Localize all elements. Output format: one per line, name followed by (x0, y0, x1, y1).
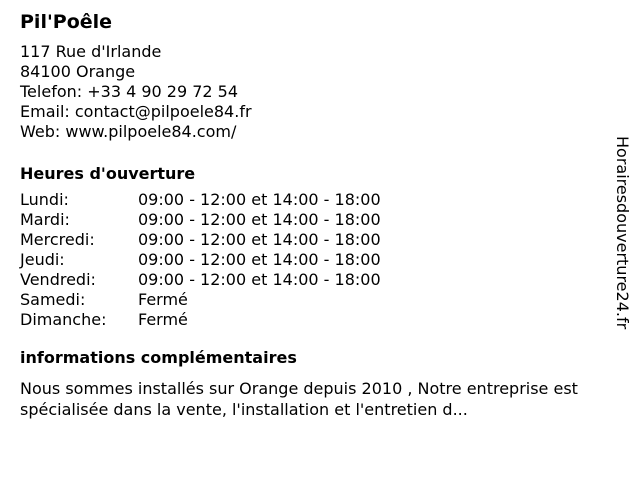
opening-hours-title: Heures d'ouverture (20, 164, 196, 183)
hours-day: Samedi: (20, 290, 86, 309)
hours-time: 09:00 - 12:00 et 14:00 - 18:00 (138, 270, 381, 289)
business-name: Pil'Poêle (20, 11, 113, 33)
hours-time: Fermé (138, 290, 188, 309)
hours-day: Jeudi: (20, 250, 65, 269)
opening-hours-table (20, 190, 381, 330)
hours-time: 09:00 - 12:00 et 14:00 - 18:00 (138, 230, 381, 249)
hours-time: Fermé (138, 310, 188, 329)
hours-row (20, 230, 381, 250)
phone-line: Telefon: +33 4 90 29 72 54 (20, 82, 239, 101)
hours-day: Lundi: (20, 190, 69, 209)
additional-info-section (20, 348, 610, 420)
hours-day: Mardi: (20, 210, 70, 229)
hours-time: 09:00 - 12:00 et 14:00 - 18:00 (138, 210, 381, 229)
address-street: 117 Rue d'Irlande (20, 42, 162, 61)
hours-row (20, 250, 381, 270)
web-line[interactable]: Web: www.pilpoele84.com/ (20, 122, 237, 141)
hours-row (20, 210, 381, 230)
address-city: 84100 Orange (20, 62, 136, 81)
hours-row (20, 310, 381, 330)
hours-day: Mercredi: (20, 230, 95, 249)
hours-row (20, 190, 381, 210)
hours-day: Dimanche: (20, 310, 107, 329)
additional-info-text: Nous sommes installés sur Orange depuis 2010 , Notre entreprise est spécialisée dans la vente, l'installation et l'entretien d... (20, 379, 578, 419)
hours-row (20, 290, 381, 310)
hours-time: 09:00 - 12:00 et 14:00 - 18:00 (138, 190, 381, 209)
hours-row (20, 270, 381, 290)
hours-time: 09:00 - 12:00 et 14:00 - 18:00 (138, 250, 381, 269)
email-line[interactable]: Email: contact@pilpoele84.fr (20, 102, 252, 121)
site-watermark: Horairesdouverture24.fr (613, 136, 632, 330)
contact-block (20, 42, 610, 142)
hours-day: Vendredi: (20, 270, 96, 289)
opening-hours-section (20, 164, 610, 330)
additional-info-title: informations complémentaires (20, 348, 297, 367)
business-card (20, 10, 610, 420)
